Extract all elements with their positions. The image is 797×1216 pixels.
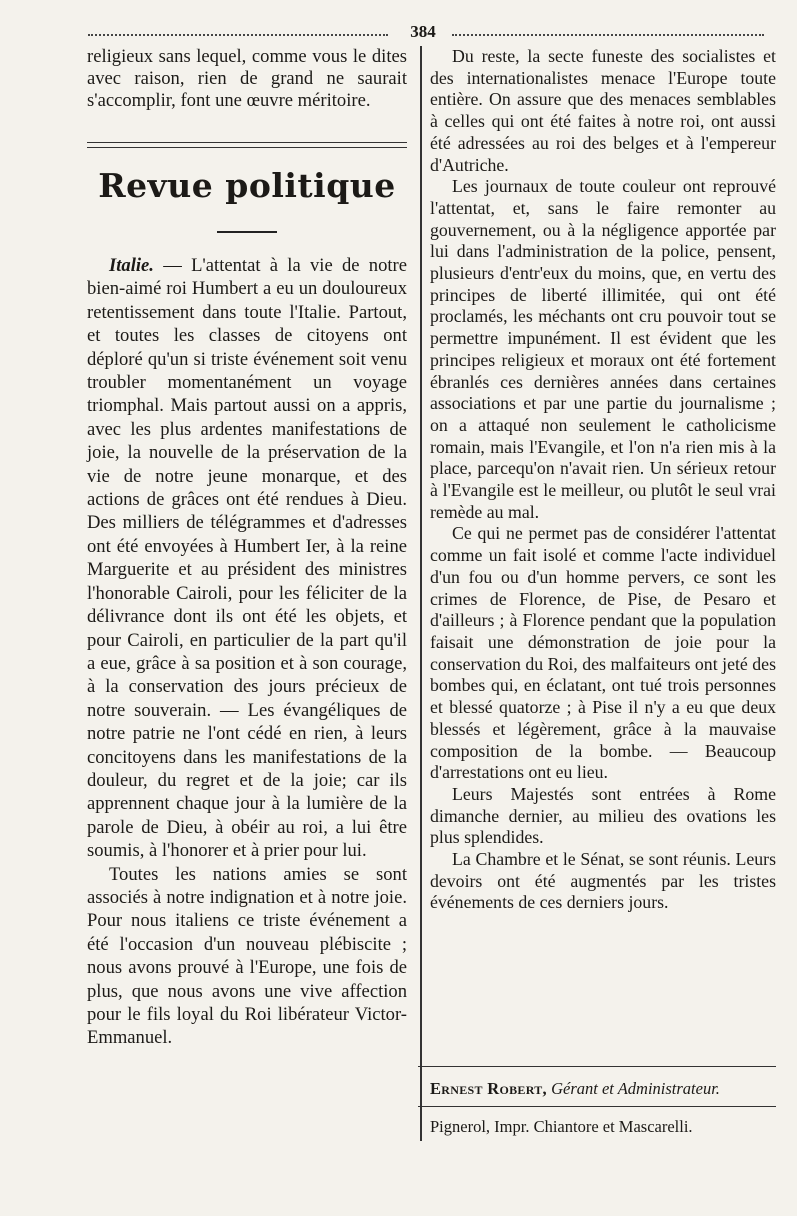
page-header [60,22,772,46]
paragraph-1-text: — L'attentat à la vie de notre bien-aimé roi Humbert a eu un douloureux retentissement dans toute l'Italie. Partout, et toutes les classes de citoyens ont déploré qu'un si triste événement soit venu troubler momentanément un voyage triomphal. Mais partout aussi on a appris, avec les plus ardentes manifestations de joie, la nouvelle de la préservation de la vie de notre jeune monarque, et des actions de grâces ont été rendues à Dieu. Des milliers de télégrammes et d'adresses ont été envoyées à Humbert Ier, à la reine Marguerite et au président des ministres l'honorable Cairoli, pour les féliciter de la délivrance dont ils ont été les objets, et pour Cairoli, en particulier de la part qu'il a eue, grâce à sa position et à son courage, à la conservation des jours précieux de notre souverain. — Les évangéliques de notre patrie ne l'ont cédé en rien, à leurs concitoyens dans les manifestations de la douleur, du regret et de la joie; car ils apprennent chaque jour à la lumière de la parole de Dieu, à obéir au roi, a lui être soumis, à l'honorer et à prier pour lui. [87,255,407,862]
left-top-paragraph: religieux sans lequel, comme vous le dites avec raison, rien de grand ne saurait s'accomplir, font une œuvre méritoire. [87,46,407,112]
signature-name: Ernest Robert, [430,1079,547,1098]
article-paragraph-2: Toutes les nations amies se sont associés à notre indignation et à notre joie. Pour nous italiens ce triste événement a été l'occasion d'un nouveau plébiscite ; nous avons prouvé à l'Europe, une fois de plus, que nous avons une vive affection pour le fils loyal du Roi libérateur Victor-Emmanuel. [87,863,407,1049]
column-divider [420,46,422,1141]
left-column-top [87,46,407,112]
right-paragraph-5: La Chambre et le Sénat, se sont réunis. Leurs devoirs ont été augmentés par les tristes événements de ces derniers jours. [430,849,776,913]
right-column-article [430,46,776,914]
signature-line [430,1079,776,1099]
left-column-article [87,254,407,1050]
header-rule-right [452,34,764,36]
page-number: 384 [410,22,436,41]
lead-word: Italie. [109,255,154,276]
right-paragraph-4: Leurs Majestés sont entrées à Rome dimanche dernier, au milieu des ovations les plus splendides. [430,783,776,848]
signature-rule-bottom [418,1106,776,1107]
title-dash [217,231,277,233]
section-separator [87,142,407,148]
signature-role: Gérant et Administrateur. [546,1079,720,1098]
printer-imprint: Pignerol, Impr. Chiantore et Mascarelli. [430,1117,693,1136]
signature-rule-top [418,1066,776,1067]
article-paragraph-1 [87,254,407,863]
right-paragraph-1: Du reste, la secte funeste des socialistes et des internationalistes menace l'Europe toute entière. On assure que des menaces semblables à celles qui ont été faites à notre roi, ont aussi été adressées au roi des belges et à l'empereur d'Autriche. [430,46,776,175]
right-paragraph-2: Les journaux de toute couleur ont reprouvé l'attentat, et, sans le faire remonter au gouvernement, ou à la négligence apportée par lui dans l'administration de la police, pensent, plusieurs d'entr'eux du moins, que, en vertu des principes de liberté illimitée, qui ont été proclamés, les méchants ont cru pouvoir tout se permettre impunément. Il est évident que les principes religieux et moraux ont été fortement ébranlés ces dernières années dans certaines associations et par une partie du journalisme ; on a attaqué non seulement le catholicisme romain, mais l'Evangile, et l'on n'a rien mis à la place, parcequ'on n'avait rien. Un sérieux retour à l'Evangile est le meilleur, ou plutôt le seul vrai remède au mal. [430,176,776,522]
section-title: Revue politique [98,166,396,205]
right-paragraph-3: Ce qui ne permet pas de considérer l'attentat comme un fait isolé et comme l'acte individuel d'un fou ou d'un homme pervers, ce sont les crimes de Florence, de Pise, de Pesaro et d'ailleurs ; à Florence pendant que la population faisait une démonstration de joie pour la conservation du Roi, des malfaiteurs ont jeté des bombes qui, en éclatant, ont tué trois personnes et blessé quatorze ; à Pise il n'y a eu que deux blessés et légèrement, grâce à la mauvaise composition de la bombe. — Beaucoup d'arrestations ont eu lieu. [430,523,776,783]
header-rule-left [88,34,388,36]
